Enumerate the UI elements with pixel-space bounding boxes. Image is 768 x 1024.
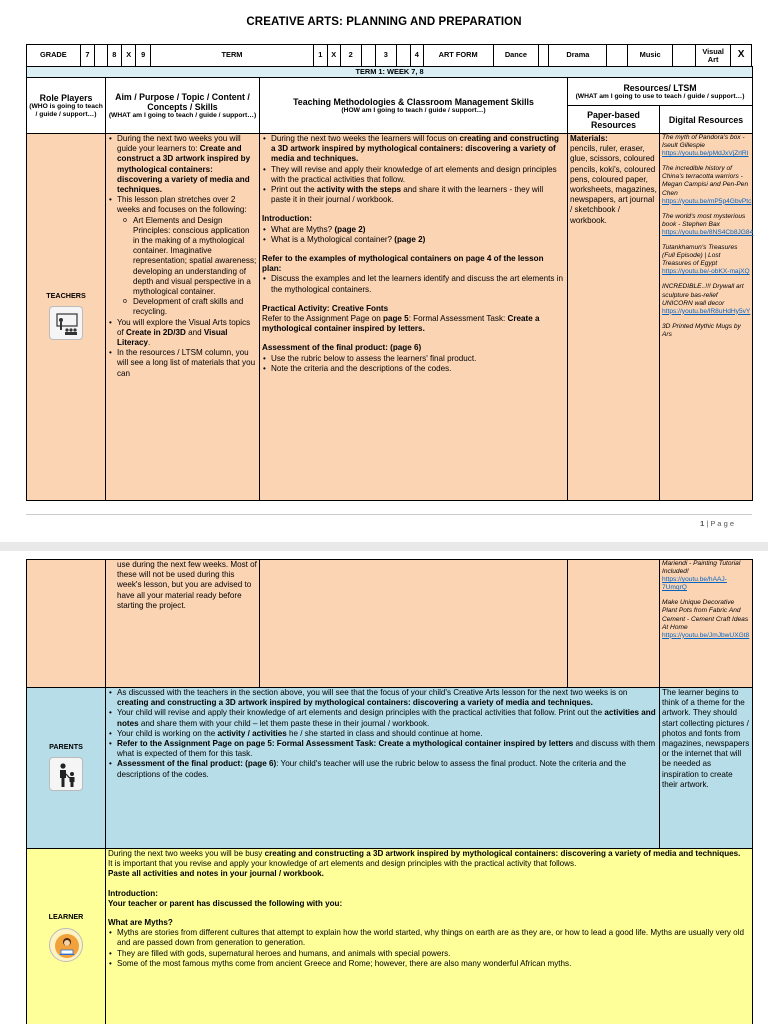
grade-table	[26, 44, 752, 67]
teachers-paper-continued	[568, 560, 660, 688]
header-aim: Aim / Purpose / Topic / Content / Concepts / Skills (WHAT am I going to teach / guide / support…)	[106, 78, 260, 134]
parent-child-icon	[49, 757, 83, 791]
grade-7-mark	[95, 45, 107, 67]
video-link[interactable]: https://youtu.be/8NS4Cb8JG84	[662, 228, 754, 236]
video-link[interactable]: https://youtu.be/lR8uHdHy5vY	[662, 307, 751, 315]
dance-mark	[539, 45, 549, 67]
video-link[interactable]: https://youtu.be/JmJbwUXGt8	[662, 631, 750, 639]
teachers-aim: • During the next two weeks you will guide your learners to: Create and construct a 3D artwork inspired by mythological containers: discovering a variety of media and techniques. • This lesson plan stretches over 2 weeks and focuses on the following: o Art Elements and Design Principles: conscious application in the making of a mythological container. Imaginative representation; spatial awareness; developing an understanding of depth and visual perspective in a mythological container. o Development of craft skills and recycling. • You will explore the Visual Arts topics of Create in 2D/3D and Visual Literacy. • In the resources / LTSM column, you will see a long list of materials that you can	[106, 134, 260, 501]
grade-8-mark: X	[122, 45, 136, 67]
teachers-methods: • During the next two weeks the learners will focus on creating and constructing a 3D artwork inspired by mythological containers: discovering a variety of media and techniques. • They will revise and apply their knowledge of art elements and design principles with the practical activities that follow. • Print out the activity with the steps and share it with the learners - they will paste it in their journal / workbook. Introduction: • What are Myths? (page 2) • What is a Mythological container? (page 2) Refer to the examples of mythological containers on page 4 of the lesson plan: • Discuss the examples and let the learners identify and discuss the art elements in the mythological containers. Practical Activity: Creative Fonts Refer to the Assignment Page on page 5: Formal Assessment Task: Create a mythological container inspired by letters. Assessment of the final product: (page 6) • Use the rubric below to assess the learners' final product. • Note the criteria and the descriptions of the codes.	[260, 134, 568, 501]
header-digital: Digital Resources	[660, 106, 753, 134]
role-parents: PARENTS	[27, 688, 106, 849]
plan-table-continued	[26, 559, 753, 849]
learner-reading-icon	[49, 928, 83, 962]
grade-8: 8	[107, 45, 121, 67]
header-paper: Paper-based Resources	[568, 106, 660, 134]
artform-music: Music	[627, 45, 672, 67]
page-2	[0, 551, 768, 1024]
teachers-digital-continued: Mariendi - Painting Tutorial Included! https://youtu.be/hAAJ-7UmqrQ Make Unique Decorative Plant Pots from Fabric And Cement - Cement Craft Ideas At Home https://youtu.be/JmJbwUXGt8	[660, 560, 753, 688]
teachers-paper-resources: Materials: pencils, ruler, eraser, glue, scissors, coloured pencils, koki's, coloured pens, coloured paper, worksheets, magazines, newspapers, art journal / sketchbook / workbook.	[568, 134, 660, 501]
header-role-players: Role Players (WHO is going to teach / guide / support…)	[27, 78, 106, 134]
teacher-classroom-icon	[49, 306, 83, 340]
footer-rule	[26, 514, 752, 515]
plan-table	[26, 66, 753, 501]
term-4: 4	[411, 45, 423, 67]
term-1: 1	[314, 45, 327, 67]
grade-7: 7	[80, 45, 94, 67]
teachers-aim-continued: use during the next few weeks. Most of these will not be used during this week's lesson, but you are advised to have all your material ready before starting the project.	[106, 560, 260, 688]
term-1-mark: X	[327, 45, 340, 67]
role-learner: LEARNER	[27, 849, 106, 1024]
video-link[interactable]: https://youtu.be/-obKX-majXQ	[662, 268, 750, 276]
teachers-role-continued	[27, 560, 106, 688]
term-3: 3	[376, 45, 397, 67]
artform-drama: Drama	[549, 45, 607, 67]
visual-mark: X	[731, 45, 752, 67]
page-footer: 1 | P a g e	[700, 519, 734, 528]
term-label: TERM	[150, 45, 313, 67]
learner-table	[26, 848, 753, 1024]
teachers-methods-continued	[260, 560, 568, 688]
parents-resources: The learner begins to think of a theme for the artwork. They should start collecting pictures / photos and fonts from magazines, newspapers or the internet that will be needed as inspiration to create their artwork.	[660, 688, 753, 849]
term-2: 2	[340, 45, 361, 67]
document-title: CREATIVE ARTS: PLANNING AND PREPARATION	[246, 16, 522, 28]
video-link[interactable]: https://youtu.be/hAAJ-7UmqrQ	[662, 576, 727, 592]
header-methods: Teaching Methodologies & Classroom Management Skills (HOW am I going to teach / guide / support…)	[260, 78, 568, 134]
grade-row	[27, 45, 752, 67]
artform-dance: Dance	[493, 45, 538, 67]
teachers-digital-resources: The myth of Pandora's box - Iseult Gillespie https://youtu.be/pMdJxVjZrlRI The incredible history of China's terracotta warriors - Megan Campisi and Pen-Pen Chen https://youtu.be/mP5p4GbvPtc The world's most mysterious book - Stephen Bax https://youtu.be/8NS4Cb8JG84 Tutankhamun's Treasures (Full Episode) | Lost Treasures of Egypt https://youtu.be/-obKX-majXQ INCREDIBLE..!!! Drywall art sculpture bas-relief UNICORN wall decor https://youtu.be/lR8uHdHy5vY 3D Printed Mythic Mugs by Ars	[660, 134, 753, 501]
music-mark	[673, 45, 696, 67]
artform-visual: Visual Art	[696, 45, 731, 67]
header-resources: Resources/ LTSM (WHAT am I going to use to teach / guide / support…)	[568, 78, 753, 106]
term-3-mark	[396, 45, 410, 67]
role-teachers: TEACHERS	[27, 134, 106, 501]
term-week-bar: TERM 1: WEEK 7, 8	[27, 67, 753, 78]
drama-mark	[607, 45, 628, 67]
grade-label: GRADE	[27, 45, 81, 67]
grade-9: 9	[136, 45, 150, 67]
video-link[interactable]: https://youtu.be/mP5p4GbvPtc	[662, 197, 752, 205]
video-link[interactable]: https://youtu.be/pMdJxVjZrlRI	[662, 150, 749, 158]
term-2-mark	[361, 45, 375, 67]
learner-content: During the next two weeks you will be busy creating and constructing a 3D artwork inspired by mythological containers: discovering a variety of media and techniques. It is important that you revise and apply your knowledge of art elements and design principles with the practical activity that follows. Paste all activities and notes in your journal / workbook. Introduction: Your teacher or parent has discussed the following with you: What are Myths? • Myths are stories from different cultures that attempt to explain how the world started, why things on earth are as they are, or how to lead a good life. Myths are usually very old and are passed down from generation to generation. • They are filled with gods, supernatural heroes and humans, and animals with special powers. • Some of the most famous myths come from ancient Greece and Rome; however, there are also many wonderful African myths.	[106, 849, 753, 1024]
parents-content: • As discussed with the teachers in the section above, you will see that the focus of your child's Creative Arts lesson for the next two weeks is on creating and constructing a 3D artwork inspired by mythological containers: discovering a variety of media and techniques. • Your child will revise and apply their knowledge of art elements and design principles with the practical activities that follow. Print out the activities and notes and share them with your child – let them paste these in their journal / workbook. • Your child is working on the activity / activities he / she started in class and should continue at home. • Refer to the Assignment Page on page 5: Formal Assessment Task: Create a mythological container inspired by letters and discuss with them what is expected of them for this task. • Assessment of the final product: (page 6): Your child's teacher will use the rubric below to assess the final product. Note the criteria and the descriptions of the codes.	[106, 688, 660, 849]
artform-label: ART FORM	[423, 45, 493, 67]
